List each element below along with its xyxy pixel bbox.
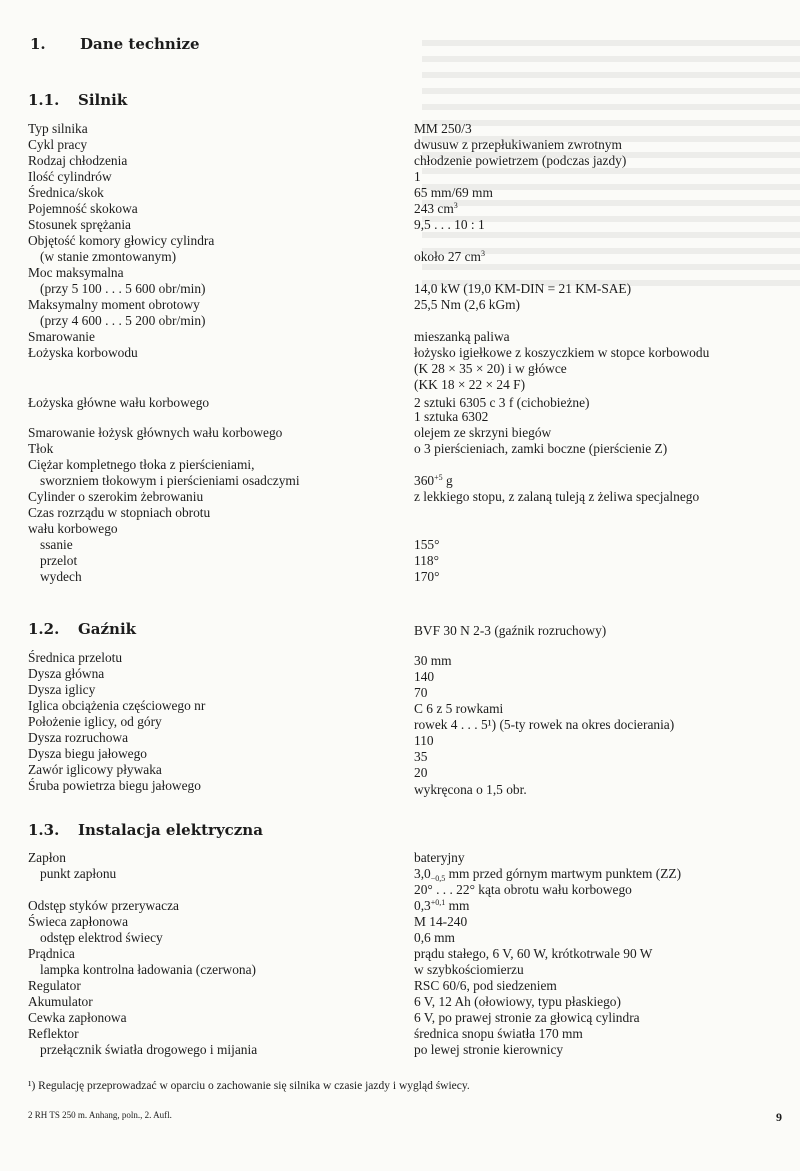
spec-value-text: (KK 18 × 22 × 24 F) xyxy=(414,377,526,392)
spec-value-subscript: −0,5 xyxy=(430,874,446,883)
spec-value-text: 110 xyxy=(414,733,434,748)
spec-value-text: 14,0 kW (19,0 KM-DIN = 21 KM-SAE) xyxy=(414,281,632,296)
spec-value-text: RSC 60/6, pod siedzeniem xyxy=(414,978,557,993)
spec-value xyxy=(414,137,622,153)
spec-value xyxy=(414,553,439,569)
spec-label: Iglica obciążenia częściowego nr xyxy=(28,698,206,713)
spec-value xyxy=(414,765,427,781)
spec-value xyxy=(414,297,520,313)
spec-label: punkt zapłonu xyxy=(40,866,117,881)
spec-label: Śruba powietrza biegu jałowego xyxy=(28,778,201,793)
spec-value-text: 9,5 . . . 10 : 1 xyxy=(414,217,485,232)
spec-value-superscript: 3 xyxy=(453,201,458,210)
spec-value-text: wykręcona o 1,5 obr. xyxy=(414,782,527,797)
spec-label: Typ silnika xyxy=(28,121,88,136)
spec-label: Zawór iglicowy pływaka xyxy=(28,762,162,777)
spec-value xyxy=(414,978,557,994)
spec-value-text: 0,3 xyxy=(414,898,431,913)
spec-value-tail: g xyxy=(442,473,453,488)
spec-value-text: 25,5 Nm (2,6 kGm) xyxy=(414,297,521,312)
spec-value-text: 0,6 mm xyxy=(414,930,455,945)
spec-label: Zapłon xyxy=(28,850,66,865)
spec-value-text: z lekkiego stopu, z zalaną tuleją z żeliwa specjalnego xyxy=(414,489,700,504)
spec-value xyxy=(414,489,699,505)
spec-value-text: MM 250/3 xyxy=(414,121,472,136)
spec-label: (w stanie zmontowanym) xyxy=(40,249,177,264)
spec-value-text: 1 sztuka 6302 xyxy=(414,409,489,424)
spec-label: (przy 4 600 . . . 5 200 obr/min) xyxy=(40,313,206,328)
spec-value-text: około 27 cm xyxy=(414,249,481,264)
spec-value-text: (K 28 × 35 × 20) i w główce xyxy=(414,361,567,376)
spec-label: Dysza główna xyxy=(28,666,105,681)
spec-label: wału korbowego xyxy=(28,521,118,536)
spec-label: lampka kontrolna ładowania (czerwona) xyxy=(40,962,257,977)
spec-label: Cewka zapłonowa xyxy=(28,1010,127,1025)
spec-value xyxy=(414,377,525,393)
spec-value xyxy=(414,669,434,685)
spec-value xyxy=(414,962,524,978)
spec-value xyxy=(414,994,621,1010)
spec-value-text: 70 xyxy=(414,685,428,700)
spec-value-text: 6 V, po prawej stronie za głowicą cylindra xyxy=(414,1010,640,1025)
spec-label: Pojemność skokowa xyxy=(28,201,138,216)
spec-value xyxy=(414,569,439,585)
spec-label: Ciężar kompletnego tłoka z pierścieniami, xyxy=(28,457,255,472)
spec-label: Smarowanie łożysk głównych wału korbowego xyxy=(28,425,283,440)
spec-value-text: 20 xyxy=(414,765,428,780)
spec-label: Odstęp styków przerywacza xyxy=(28,898,179,913)
spec-label: Łożyska główne wału korbowego xyxy=(28,395,210,410)
spec-value-text: 118° xyxy=(414,553,439,568)
spec-label: przelot xyxy=(40,553,78,568)
section-number: 1.3. xyxy=(28,821,60,839)
spec-value xyxy=(414,685,427,701)
spec-label: Moc maksymalna xyxy=(28,265,124,280)
spec-value-text: mieszanką paliwa xyxy=(414,329,510,344)
spec-label: Reflektor xyxy=(28,1026,79,1041)
spec-value-text: 2 sztuki 6305 c 3 f (cichobieżne) xyxy=(414,395,590,410)
spec-value-text: rowek 4 . . . 5¹) (5-ty rowek na okres docierania) xyxy=(414,717,675,732)
spec-label: Dysza iglicy xyxy=(28,682,96,697)
section-title: Dane technize xyxy=(80,35,200,53)
spec-value-text: C 6 z 5 rowkami xyxy=(414,701,504,716)
spec-value xyxy=(414,701,503,717)
spec-label: sworzniem tłokowym i pierścieniami osadczymi xyxy=(40,473,300,488)
spec-value xyxy=(414,409,488,425)
section-title: Gaźnik xyxy=(78,620,137,638)
spec-value-superscript: +5 xyxy=(434,473,443,482)
spec-label: Maksymalny moment obrotowy xyxy=(28,297,200,312)
carburetor-model: BVF 30 N 2-3 (gaźnik rozruchowy) xyxy=(414,623,607,638)
spec-label: Akumulator xyxy=(28,994,93,1009)
footnote: ¹) Regulację przeprowadzać w oparciu o zachowanie się silnika w czasie jazdy i wygląd świecy. xyxy=(28,1080,470,1092)
spec-label: Dysza rozruchowa xyxy=(28,730,129,745)
section-title: Instalacja elektryczna xyxy=(78,821,263,839)
spec-value xyxy=(414,441,667,457)
section-number: 1.1. xyxy=(28,91,60,109)
spec-label: Położenie iglicy, od góry xyxy=(28,714,162,729)
spec-label: Średnica/skok xyxy=(28,185,104,200)
spec-value xyxy=(414,914,467,930)
spec-value-text: 243 cm xyxy=(414,201,454,216)
spec-label: Regulator xyxy=(28,978,81,993)
spec-label: ssanie xyxy=(40,537,73,552)
spec-value xyxy=(414,882,632,898)
spec-value-text: 65 mm/69 mm xyxy=(414,185,493,200)
spec-value-text: po lewej stronie kierownicy xyxy=(414,1042,564,1057)
spec-value-text: M 14-240 xyxy=(414,914,468,929)
spec-label: Rodzaj chłodzenia xyxy=(28,153,128,168)
section-title: Silnik xyxy=(78,91,128,109)
section-number: 1.2. xyxy=(28,620,60,638)
spec-value xyxy=(414,1010,640,1026)
spec-label: Objętość komory głowicy cylindra xyxy=(28,233,215,248)
spec-label: przełącznik światła drogowego i mijania xyxy=(40,1042,258,1057)
spec-label: Tłok xyxy=(28,441,54,456)
spec-value xyxy=(414,1042,563,1058)
spec-value-tail: mm przed górnym martwym punktem (ZZ) xyxy=(445,866,682,881)
spec-value xyxy=(414,169,421,185)
spec-value xyxy=(414,1026,583,1042)
spec-label: odstęp elektrod świecy xyxy=(40,930,163,945)
spec-value-text: 1 xyxy=(414,169,421,184)
page-footer: 2 RH TS 250 m. Anhang, poln., 2. Aufl. xyxy=(28,1110,172,1120)
spec-label: (przy 5 100 . . . 5 600 obr/min) xyxy=(40,281,206,296)
spec-value xyxy=(414,946,652,962)
spec-value-text: o 3 pierścieniach, zamki boczne (pierścienie Z) xyxy=(414,441,668,456)
spec-value-text: chłodzenie powietrzem (podczas jazdy) xyxy=(414,153,627,168)
spec-value xyxy=(414,749,427,765)
spec-label: Cykl pracy xyxy=(28,137,88,152)
spec-value xyxy=(414,345,709,361)
spec-value xyxy=(414,850,465,866)
spec-value-text: łożysko igiełkowe z koszyczkiem w stopce korbowodu xyxy=(414,345,710,360)
spec-value xyxy=(414,121,472,137)
spec-value xyxy=(414,249,485,267)
spec-value xyxy=(414,217,485,233)
spec-value-superscript: 3 xyxy=(480,249,485,258)
spec-value xyxy=(414,733,434,749)
spec-value-text: 3,0 xyxy=(414,866,431,881)
spec-value-text: dwusuw z przepłukiwaniem zwrotnym xyxy=(414,137,622,152)
spec-label: Cylinder o szerokim żebrowaniu xyxy=(28,489,204,504)
spec-value xyxy=(414,717,674,733)
spec-value-text: 20° . . . 22° kąta obrotu wału korbowego xyxy=(414,882,632,897)
spec-label: wydech xyxy=(40,569,82,584)
spec-value xyxy=(414,185,493,201)
spec-label: Ilość cylindrów xyxy=(28,169,112,184)
spec-value-text: bateryjny xyxy=(414,850,465,865)
spec-value xyxy=(414,281,631,297)
spec-value-text: 360 xyxy=(414,473,435,488)
spec-value xyxy=(414,782,527,798)
spec-label: Średnica przelotu xyxy=(28,650,123,665)
spec-value xyxy=(414,930,455,946)
spec-value xyxy=(414,361,567,377)
spec-label: Prądnica xyxy=(28,946,75,961)
spec-value xyxy=(414,329,510,345)
spec-label: Łożyska korbowodu xyxy=(28,345,138,360)
section-number: 1. xyxy=(30,35,46,53)
spec-value xyxy=(414,153,626,169)
spec-value-text: 6 V, 12 Ah (ołowiowy, typu płaskiego) xyxy=(414,994,621,1009)
spec-label: Smarowanie xyxy=(28,329,95,344)
spec-value-text: 170° xyxy=(414,569,440,584)
spec-value-tail: mm xyxy=(445,898,470,913)
spec-value-text: 35 xyxy=(414,749,428,764)
spec-value-text: 140 xyxy=(414,669,435,684)
spec-value-text: w szybkościomierzu xyxy=(414,962,524,977)
page-number: 9 xyxy=(776,1110,782,1124)
spec-value-text: średnica snopu światła 170 mm xyxy=(414,1026,583,1041)
spec-label: Stosunek sprężania xyxy=(28,217,132,232)
spec-label: Dysza biegu jałowego xyxy=(28,746,147,761)
spec-label: Czas rozrządu w stopniach obrotu xyxy=(28,505,211,520)
spec-value xyxy=(414,653,452,669)
spec-value-text: 155° xyxy=(414,537,440,552)
spec-value-superscript: +0,1 xyxy=(430,898,446,907)
spec-value-text: 30 mm xyxy=(414,653,452,668)
spec-value-text: prądu stałego, 6 V, 60 W, krótkotrwale 90 W xyxy=(414,946,653,961)
spec-value xyxy=(414,425,551,441)
spec-label: Świeca zapłonowa xyxy=(28,914,129,929)
spec-value-text: olejem ze skrzyni biegów xyxy=(414,425,552,440)
spec-value xyxy=(414,537,439,553)
